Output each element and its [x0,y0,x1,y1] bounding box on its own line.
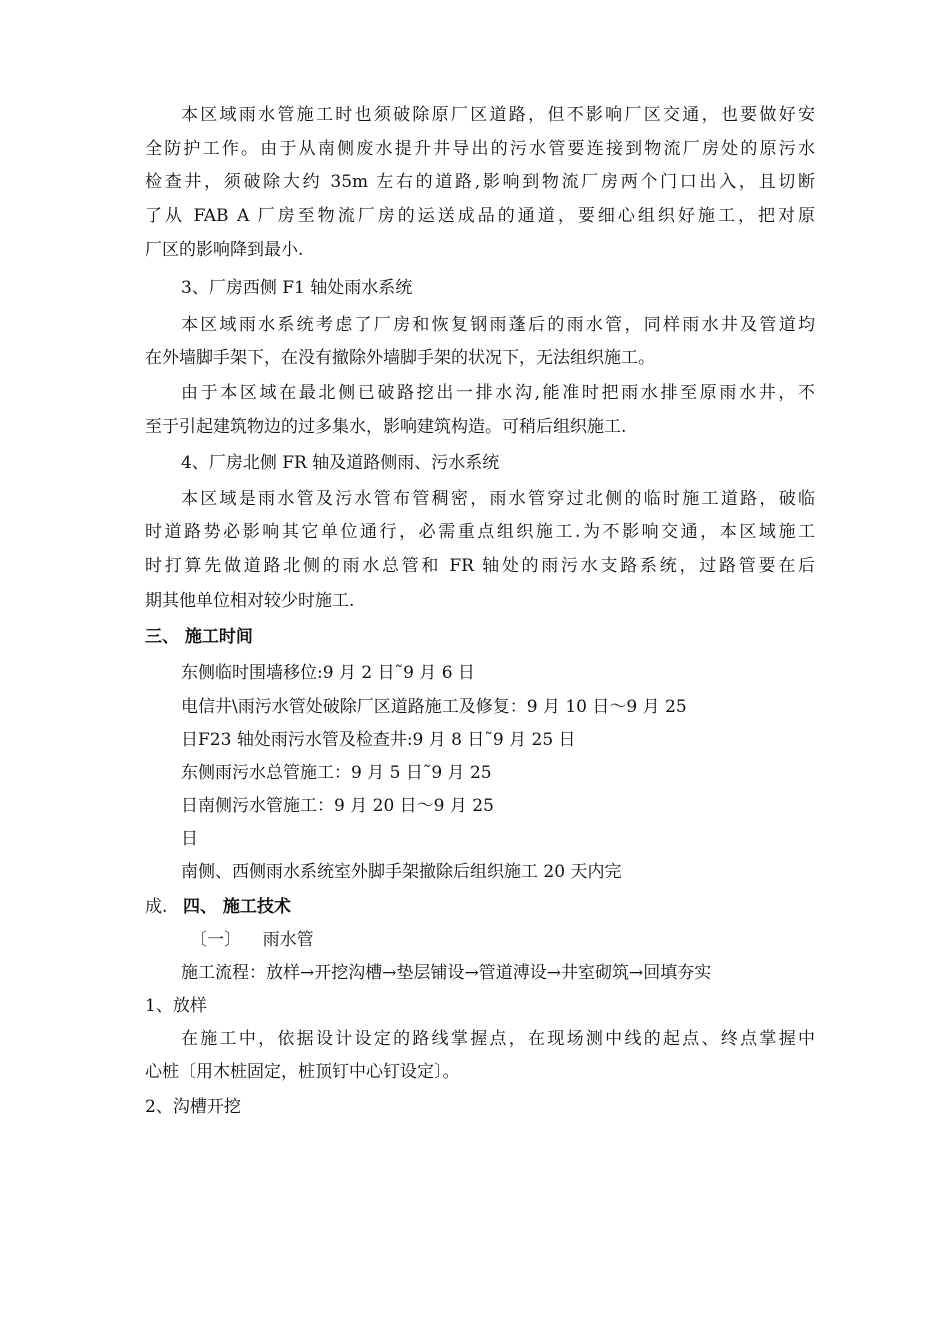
paragraph-line: 检查井，须破除大约 35m 左右的道路,影响到物流厂房两个门口出入，且切断 [145,172,815,192]
process-flow-line: 施工流程：放样→开挖沟槽→垫层铺设→管道溥设→井室砌筑→回填夯实 [181,963,712,983]
chapter-heading: 三、 施工时间 [145,627,253,647]
paragraph-line: 时道路势必影响其它单位通行，必需重点组织施工.为不影响交通，本区域施工 [145,522,815,542]
schedule-line: 东侧雨污水总管施工：9 月 5 日˜9 月 25 [181,763,492,783]
section-heading: 1、放样 [145,996,207,1016]
paragraph-line: 在施工中，依据设计设定的路线掌握点，在现场测中线的起点、终点掌握中 [181,1029,815,1049]
paragraph-line: 由于本区域在最北侧已破路挖出一排水沟,能准时把雨水排至原雨水井，不 [181,383,815,403]
section-heading: 2、沟槽开挖 [145,1097,241,1117]
schedule-line: 南侧、西侧雨水系统室外脚手架撤除后组织施工 20 天内完 [181,862,622,882]
paragraph-line: 本区域雨水系统考虑了厂房和恢复钢雨蓬后的雨水管，同样雨水井及管道均 [181,315,815,335]
paragraph-line: 本区域是雨水管及污水管布管稠密，雨水管穿过北侧的临时施工道路，破临 [181,489,815,509]
schedule-line: 电信井\雨污水管处破除厂区道路施工及修复：9 月 10 日～9 月 25 [181,697,687,717]
chapter-heading: 四、 施工技术 [183,897,291,917]
paragraph-line: 时打算先做道路北侧的雨水总管和 FR 轴处的雨污水支路系统，过路管要在后 [145,556,815,576]
subsection-heading: 〔一〕 雨水管 [190,930,314,950]
paragraph-line: 期其他单位相对较少时施工. [145,591,355,611]
paragraph-line: 至于引起建筑物边的过多集水，影响建筑构造。可稍后组织施工. [145,417,627,437]
paragraph-line: 在外墙脚手架下，在没有撤除外墙脚手架的状况下，无法组织施工。 [145,348,655,368]
section-heading: 3、厂房西侧 F1 轴处雨水系统 [181,278,413,298]
paragraph-line: 了从 FAB A 厂房至物流厂房的运送成品的通道，要细心组织好施工，把对原 [145,206,815,226]
schedule-line: 日F23 轴处雨污水管及检查井:9 月 8 日˜9 月 25 日 [181,730,576,750]
section-heading: 4、厂房北侧 FR 轴及道路侧雨、污水系统 [181,453,500,473]
paragraph-line: 心桩〔用木桩固定，桩顶钉中心钉设定〕。 [145,1062,460,1082]
paragraph-line: 全防护工作。由于从南侧废水提升井导出的污水管要连接到物流厂房处的原污水 [145,139,815,159]
paragraph-line: 厂区的影响降到最小. [145,240,304,260]
schedule-line: 东侧临时围墙移位:9 月 2 日˜9 月 6 日 [181,663,475,683]
schedule-line: 日南侧污水管施工：9 月 20 日～9 月 25 [181,796,494,816]
paragraph-line: 成. [145,897,168,917]
schedule-line: 日 [181,829,198,849]
paragraph-line: 本区域雨水管施工时也须破除原厂区道路，但不影响厂区交通，也要做好安 [181,105,815,125]
